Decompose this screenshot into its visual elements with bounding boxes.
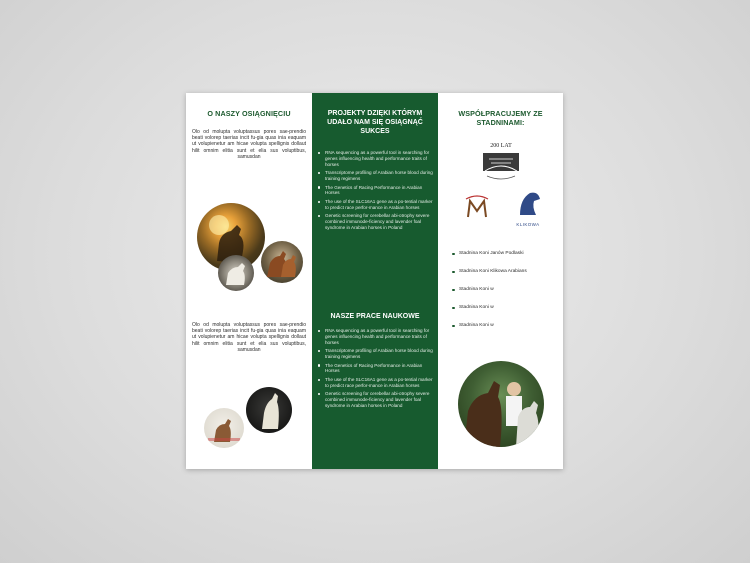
list-item: Stadnina Koni Klikowa Arabians [452, 269, 560, 275]
list-item: Stadnina Koni w [452, 305, 560, 311]
papers-title: NASZE PRACE NAUKOWE [330, 313, 420, 320]
list-item: The use of the SLC16A1 gene as a po-tential marker to predict race perfor-mance in Arabian horses [316, 199, 434, 211]
list-item: Genetic screening for cerebellar abi-otrophy severe combined immunode-ficiency and lavender foal syndrome in Arabian horses in Poland [316, 213, 434, 231]
list-item: RNA sequencing as a powerful tool in searching for genes influencing health and performance traits of horses [316, 328, 434, 346]
list-item: Stadnina Koni Janów Podlaski [452, 251, 560, 257]
horse-head-icon [246, 387, 292, 433]
monogram-icon [460, 191, 494, 225]
horse-icon [218, 255, 254, 291]
achievement-title: O NASZY OSIĄGNIĘCIU [207, 109, 291, 118]
list-item: The Genetics of Racing Performance in Arabian Horses [316, 185, 434, 197]
foal-icon [204, 408, 244, 448]
list-item: Transcriptome profiling of Arabian horse blood during training regimens [316, 348, 434, 360]
grey-horse-photo [246, 387, 292, 433]
chestnut-horses-photo [261, 241, 303, 283]
foal-photo [204, 408, 244, 448]
left-panel [186, 93, 312, 469]
monogram-logo [460, 191, 494, 225]
right-panel [438, 93, 563, 469]
papers-list [316, 328, 434, 411]
achievement-paragraph-2: Olo od molupta voluptassus pores sae-prendio beati volorep taerias incit fu-gia quas inia eaquam ut volupienetur am hicae volupta spellignis dollaut hilit omnim elitia sunt et elia sus voluptibus, samusdan [192, 322, 306, 353]
list-item: Stadnina Koni w [452, 287, 560, 293]
projects-title: PROJEKTY DZIĘKI KTÓRYM UDAŁO NAM SIĘ OSIĄGNĄĆ SUKCES [327, 110, 423, 135]
klikowa-text: KLIKOWA [516, 222, 540, 227]
stud-crest-icon [475, 149, 527, 183]
projects-list [316, 150, 434, 233]
studs-list [452, 251, 560, 341]
horse-head-logo-icon [514, 189, 542, 217]
list-item: Stadnina Koni w [452, 323, 560, 329]
people-with-horses-photo [458, 361, 544, 447]
list-item: The Genetics of Racing Performance in Arabian Horses [316, 363, 434, 375]
list-item: The use of the SLC16A1 gene as a po-tential marker to predict race perfor-mance in Arabian horses [316, 377, 434, 389]
white-horse-photo [218, 255, 254, 291]
middle-panel [312, 93, 438, 469]
list-item: RNA sequencing as a powerful tool in searching for genes influencing health and performance traits of horses [316, 150, 434, 168]
list-item: Transcriptome profiling of Arabian horse blood during training regimens [316, 170, 434, 182]
list-item: Genetic screening for cerebellar abi-otrophy severe combined immunode-ficiency and lavender foal syndrome in Arabian horses in Poland [316, 391, 434, 409]
brochure [186, 93, 563, 469]
horse-icon-2 [261, 241, 303, 283]
partners-title: WSPÓŁPRACUJEMY ZE STADNINAMI: [458, 109, 543, 127]
janow-200-logo [475, 143, 527, 185]
people-horses-icon [458, 361, 544, 447]
klikowa-logo [508, 189, 548, 231]
achievement-paragraph-1: Olo od molupta voluptassus pores sae-prendio beati volorep taerias incit fu-gia quas inia eaquam ut volupienetur am hicae volupta spellignis dollaut hilit omnim elitia sunt et elia sus voluptibus, samusdan [192, 129, 306, 160]
logo-200-text: 200 LAT [490, 143, 512, 149]
